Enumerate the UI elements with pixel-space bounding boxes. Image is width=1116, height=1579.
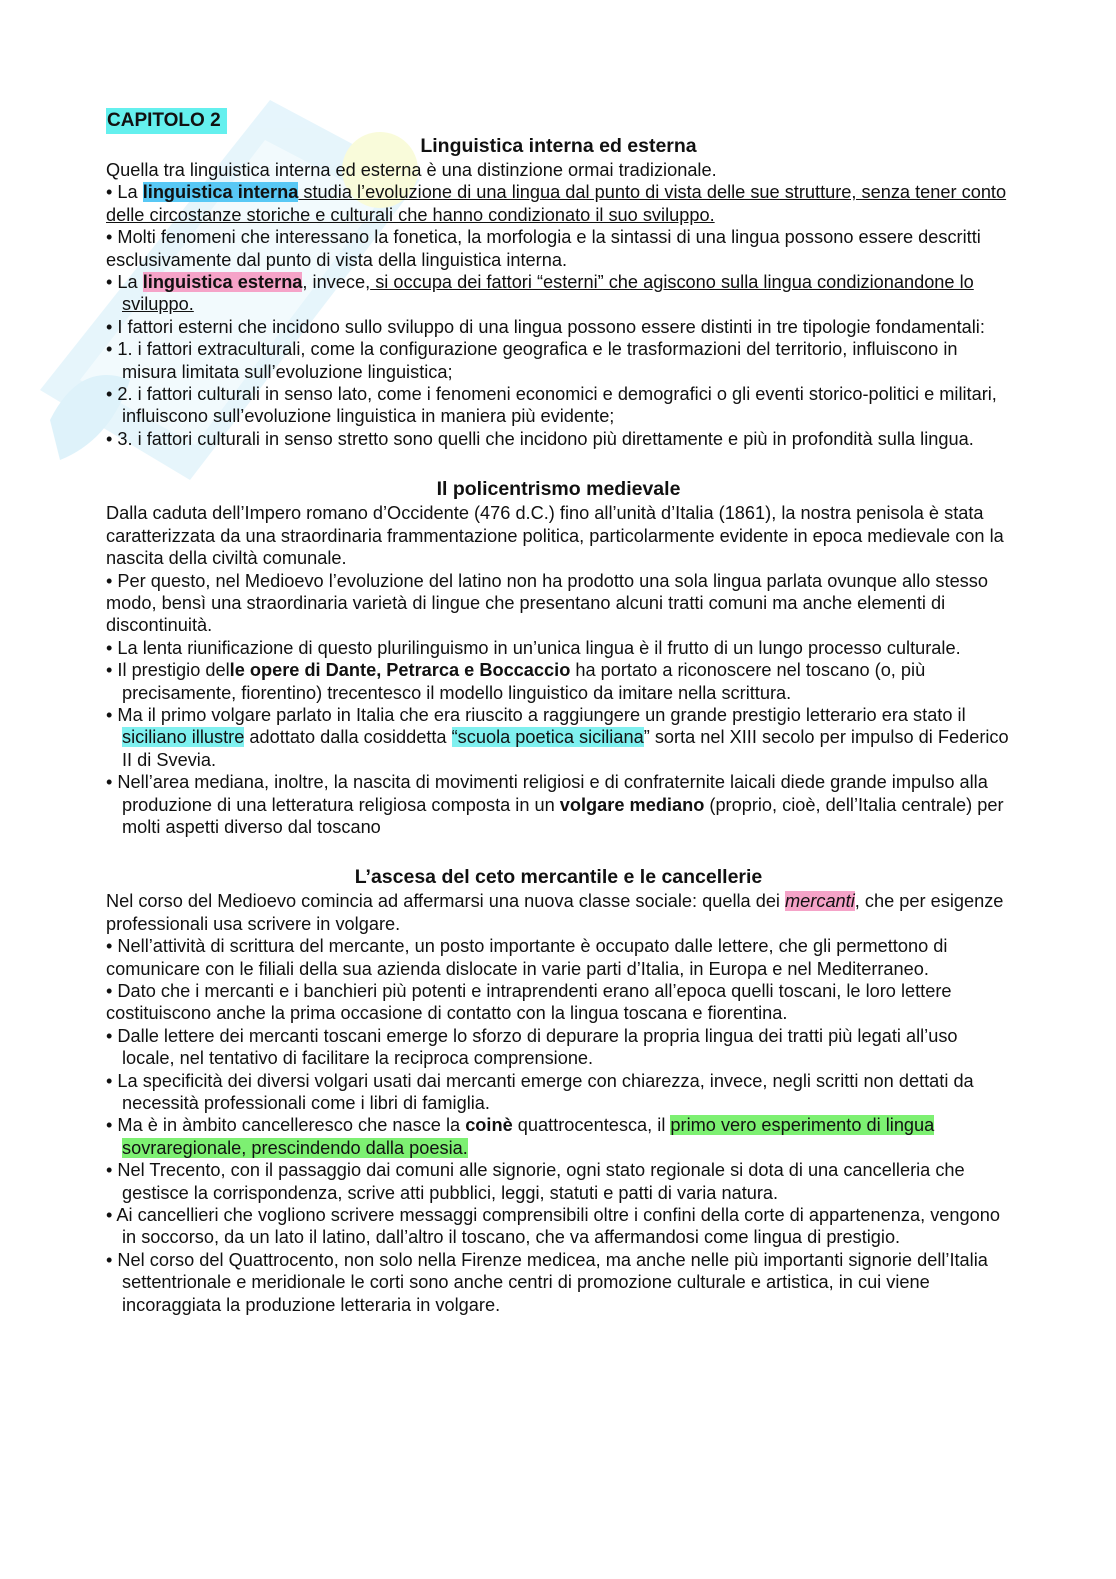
bullet-text: • La	[106, 272, 143, 293]
bullet-item: • La lenta riunificazione di questo plurilinguismo in un’unica lingua è il frutto di un lungo processo culturale.	[106, 637, 961, 658]
bullet-item: • I fattori esterni che incidono sullo sviluppo di una lingua possono essere distinti in tre tipologie fondamentali:	[106, 316, 985, 337]
bullet-item	[106, 704, 1011, 771]
section-title: L’ascesa del ceto mercantile e le cancellerie	[354, 866, 763, 889]
paragraph: • Per questo, nel Medioevo l’evoluzione del latino non ha prodotto una sola lingua parlata ovunque allo stesso modo, bensì una straordinaria varietà di lingue che presentano alcuni tratti comuni ma anche elementi di discontinuità.	[106, 570, 988, 636]
text: • Nell’area mediana, inoltre, la nascita di movimenti religiosi e di confraternite laicali diede grande impulso alla produzione di una letteratura religiosa composta in un	[106, 772, 988, 815]
paragraph: • Nell’attività di scrittura del mercante, un posto importante è occupato dalle lettere, che gli permettono di comunicare con le filiali della sua azienda dislocate in varie parti d’Italia, in Europa e nel Mediterraneo.	[106, 936, 948, 979]
text: adottato dalla cosiddetta	[244, 727, 452, 748]
text: Nel corso del Medioevo comincia ad affermarsi una nuova classe sociale: quella dei	[106, 891, 786, 912]
bold-text: coinè	[465, 1115, 513, 1136]
text: ha portato a riconoscere nel toscano (o, più precisamente, fiorentino) trecentesco il modello linguistico da imitare nella scrittura.	[122, 660, 926, 703]
text: • Il prestigio del	[106, 660, 230, 681]
text: (proprio, cioè, dell’Italia centrale) per molti aspetti diverso dal toscano	[122, 794, 1004, 837]
highlight-term: primo vero esperimento di lingua sovraregionale, prescindendo dalla poesia.	[122, 1115, 935, 1158]
bullet-item: • La specificità dei diversi volgari usati dai mercanti emerge con chiarezza, invece, negli scritti non dettati da necessità professionali come i libri di famiglia.	[106, 1070, 974, 1114]
bullet-item	[106, 1114, 1011, 1159]
bullet-item	[106, 659, 1011, 704]
spacer	[106, 450, 1011, 477]
highlight-term: “scuola poetica siciliana	[451, 727, 644, 748]
bullet-item	[106, 271, 1011, 316]
highlight-term: mercanti	[785, 891, 855, 912]
paragraph	[106, 890, 1011, 935]
bold-text: le opere di Dante, Petrarca e Boccaccio	[229, 660, 571, 681]
text: , invece,	[302, 272, 371, 293]
section-ceto-mercantile	[106, 865, 1011, 1316]
underlined-text: si occupa dei fattori “esterni” che agiscono sulla lingua condizionandone lo sviluppo.	[122, 272, 974, 315]
section-linguistica	[106, 134, 1011, 450]
underlined-text: studia l’evoluzione di una lingua dal punto di vista delle sue strutture, senza tener conto delle circostanze storiche e culturali che hanno condizionato il suo sviluppo.	[106, 182, 1007, 225]
bullet-text: • La	[106, 182, 143, 203]
section-title: Linguistica interna ed esterna	[420, 135, 697, 157]
paragraph	[106, 181, 1011, 226]
bullet-item: • Ai cancellieri che vogliono scrivere messaggi comprensibili oltre i confini della corte di appartenenza, vengono in soccorso, da un lato il latino, dall’altro il toscano, che va affermandosi come lingua di prestigio.	[106, 1205, 1000, 1248]
bullet-item: • Nel corso del Quattrocento, non solo nella Firenze medicea, ma anche nelle più importanti signorie dell’Italia settentrionale e meridionale le corti sono anche centri di promozione culturale e artistica, in cui viene incoraggiata la produzione letteraria in volgare.	[106, 1249, 988, 1315]
paragraph: • Molti fenomeni che interessano la fonetica, la morfologia e la sintassi di una lingua possono essere descritti esclusivamente dal punto di vista della linguistica interna.	[106, 227, 981, 270]
highlight-term: linguistica interna	[142, 182, 299, 203]
bullet-item	[106, 771, 1011, 838]
spacer	[106, 838, 1011, 865]
text: , che per esigenze professionali usa scrivere in volgare.	[106, 891, 1004, 934]
text: • Ma è in àmbito cancelleresco che nasce la	[106, 1115, 466, 1136]
bullet-item: • Nel Trecento, con il passaggio dai comuni alle signorie, ogni stato regionale si dota di una cancelleria che gestisce la corrispondenza, scrive atti pubblici, leggi, statuti e patti di varia natura.	[106, 1160, 965, 1203]
text: ” sorta nel XIII secolo per impulso di Federico II di Svevia.	[122, 727, 1009, 770]
bullet-item: • 3. i fattori culturali in senso stretto sono quelli che incidono più direttamente e più in profondità sulla lingua.	[106, 428, 974, 449]
text: quattrocentesca, il	[512, 1115, 671, 1136]
paragraph: • Dato che i mercanti e i banchieri più potenti e intraprendenti erano all’epoca quelli toscani, le loro lettere costituiscono anche la prima occasione di contatto con la lingua toscana e fiorentina.	[106, 981, 952, 1024]
highlight-term: siciliano illustre	[122, 727, 245, 748]
bullet-item: • 2. i fattori culturali in senso lato, come i fenomeni economici e demografici o gli eventi storico-politici e militari, influiscono sull’evoluzione linguistica in maniera più evidente;	[106, 384, 997, 427]
text: • Ma il primo volgare parlato in Italia che era riuscito a raggiungere un grande prestigio letterario era stato il	[106, 704, 966, 725]
bold-text: volgare mediano	[559, 794, 705, 815]
highlight-term: linguistica esterna	[142, 272, 303, 293]
section-title: Il policentrismo medievale	[436, 478, 681, 501]
bullet-item: • 1. i fattori extraculturali, come la configurazione geografica e le trasformazioni del territorio, influiscono in misura limitata sull’evoluzione linguistica;	[106, 339, 958, 382]
bullet-item: • Dalle lettere dei mercanti toscani emerge lo sforzo di depurare la propria lingua dei tratti più legati all’uso locale, nel tentativo di facilitare la reciproca comprensione.	[106, 1025, 958, 1069]
section-policentrismo	[106, 477, 1011, 838]
paragraph: Dalla caduta dell’Impero romano d’Occidente (476 d.C.) fino all’unità d’Italia (1861), la nostra penisola è stata caratterizzata da una straordinaria frammentazione politica, particolarmente evidente in epoca medievale con la nascita della civiltà comunale.	[106, 503, 1004, 569]
chapter-heading: CAPITOLO 2	[106, 108, 227, 134]
document-content	[106, 108, 1011, 1316]
paragraph: Quella tra linguistica interna ed esterna è una distinzione ormai tradizionale.	[106, 160, 717, 180]
